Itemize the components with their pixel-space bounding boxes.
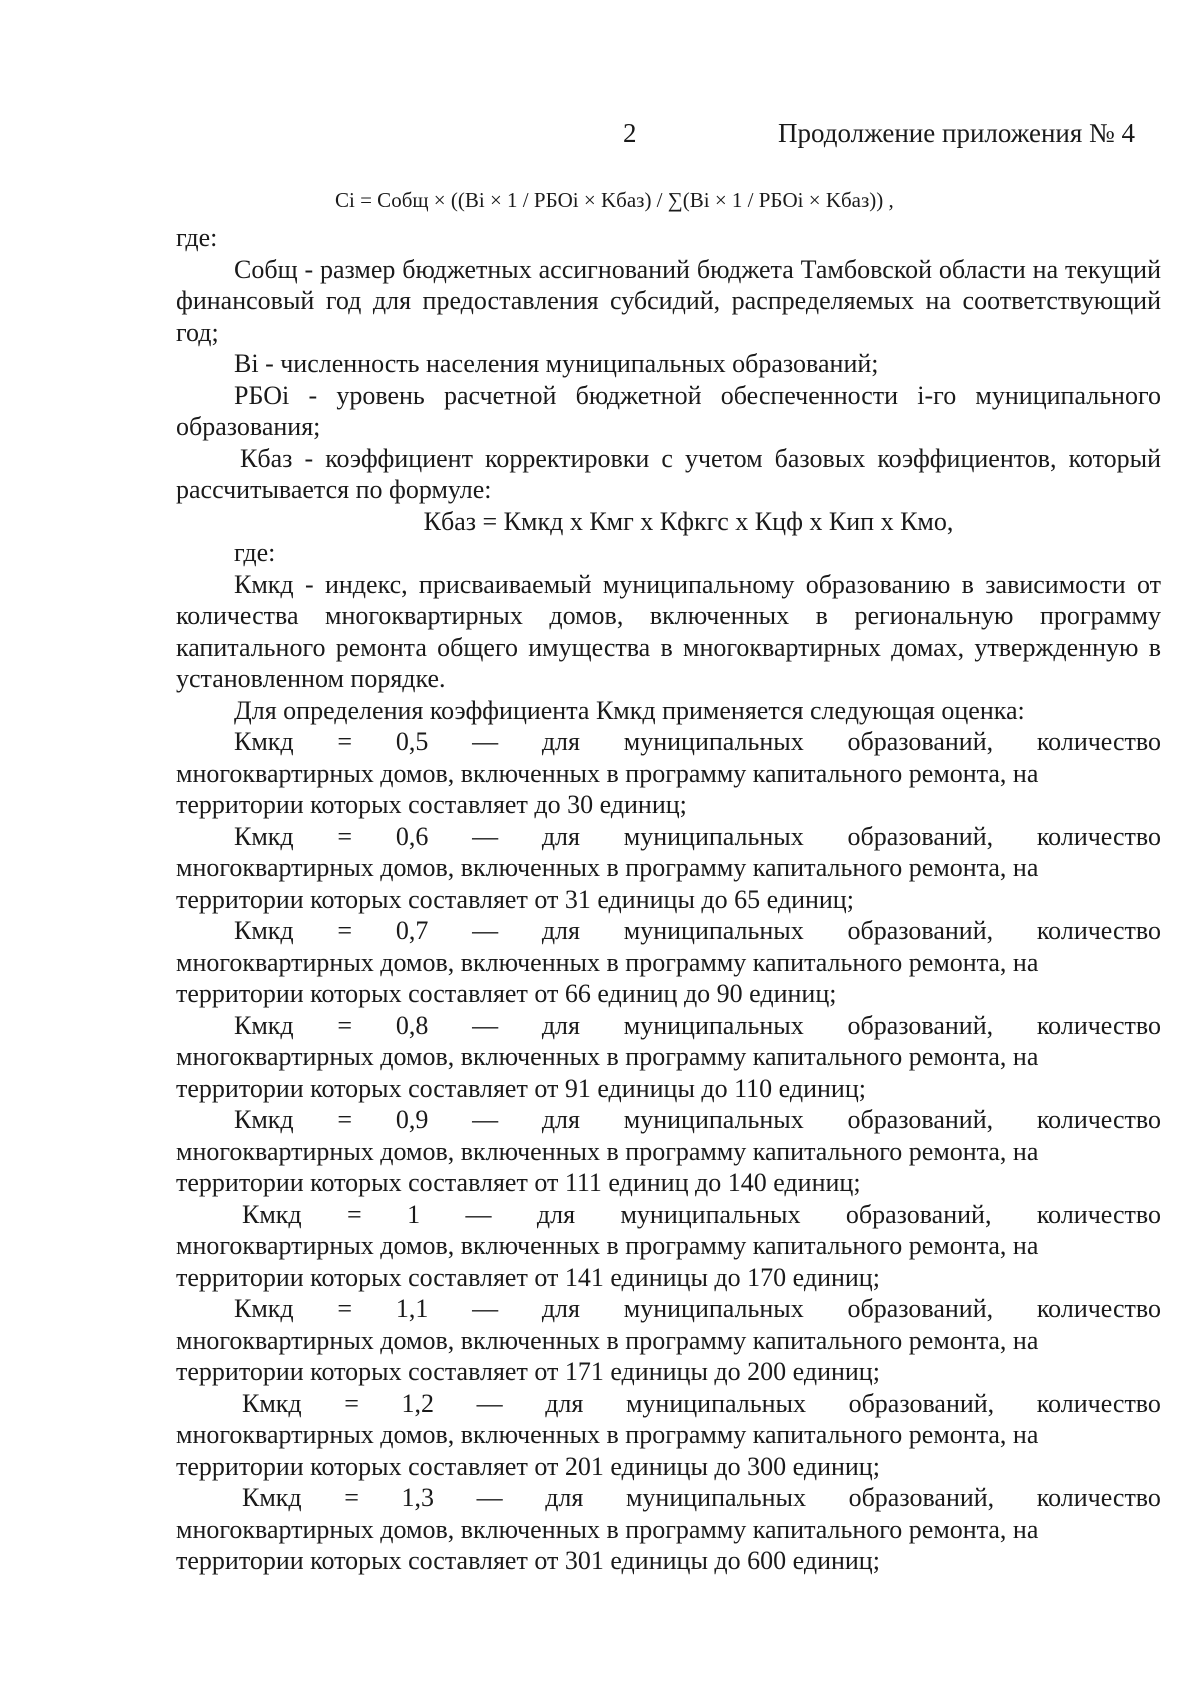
dash: —: [476, 1483, 503, 1512]
kmkd-level-item: [176, 1293, 1161, 1388]
kmkd-level-continuation: многоквартирных домов, включенных в программу капитального ремонта, на: [176, 758, 1039, 788]
kmkd-level-first-line: [176, 726, 1161, 758]
kmkd-level-item: [176, 821, 1161, 916]
kmkd-level-item: [176, 1388, 1161, 1483]
kmkd-level-territory: территории которых составляет от 111 единиц до 140 единиц;: [176, 1168, 861, 1197]
equals-sign: =: [337, 916, 353, 945]
kmkd-coef-label: Кмкд: [242, 1199, 302, 1229]
dash: —: [472, 821, 499, 851]
definition-sobsh: Cобщ - размер бюджетных ассигнований бюджета Тамбовской области на текущий финансовый год для предоставления субсидий, распределяемых на соответствующий год;: [176, 254, 1161, 347]
document-body: [176, 222, 1161, 1577]
kmkd-level-continuation: многоквартирных домов, включенных в программу капитального ремонта, на: [176, 1325, 1039, 1355]
kmkd-coef-label: Кмкд: [234, 1105, 294, 1134]
kmkd-coef-label: Кмкд: [234, 916, 294, 945]
kmkd-level-territory: территории которых составляет до 30 единиц;: [176, 790, 687, 819]
kbaz-formula: Кбаз = Кмкд х Кмг х Кфкгс х Кцф х Кип х Кмо,: [423, 506, 954, 536]
equals-sign: =: [344, 1388, 359, 1418]
word-municipal: муниципальных: [625, 1388, 806, 1418]
kmkd-coef-label: Кмкд: [242, 1388, 302, 1418]
word-for: для: [545, 1483, 584, 1512]
kmkd-levels-list: [176, 726, 1161, 1577]
kmkd-coef-label: Кмкд: [242, 1483, 302, 1512]
word-for: для: [541, 1010, 580, 1040]
word-formations: образований,: [848, 1388, 995, 1418]
word-quantity: количество: [1036, 1483, 1161, 1512]
kmkd-level-territory: территории которых составляет от 31 единицы до 65 единиц;: [176, 884, 854, 914]
kmkd-level-first-line: [176, 1010, 1161, 1042]
kmkd-level-continuation: многоквартирных домов, включенных в программу капитального ремонта, на: [176, 1420, 1039, 1449]
kmkd-level-first-line: [176, 1388, 1161, 1420]
word-quantity: количество: [1036, 1199, 1161, 1229]
word-for: для: [541, 1105, 580, 1134]
kmkd-value: 0,8: [395, 1010, 429, 1040]
word-for: для: [541, 821, 580, 851]
kmkd-value: 1: [407, 1199, 421, 1229]
word-formations: образований,: [847, 1105, 994, 1134]
word-formations: образований,: [848, 1483, 995, 1512]
kmkd-coef-label: Кмкд: [234, 1010, 294, 1040]
kmkd-level-item: [176, 1199, 1161, 1294]
definition-kbaz: Кбаз - коэффициент корректировки с учетом базовых коэффициентов, который рассчитывается по формуле:: [176, 443, 1161, 504]
dash: —: [472, 916, 499, 945]
kmkd-value: 1,2: [401, 1388, 435, 1418]
dash: —: [472, 1105, 499, 1134]
kmkd-level-continuation: многоквартирных домов, включенных в программу капитального ремонта, на: [176, 947, 1039, 977]
kmkd-level-first-line: [176, 1199, 1161, 1231]
word-quantity: количество: [1036, 727, 1161, 756]
kmkd-level-first-line: [176, 915, 1161, 947]
kmkd-level-item: [176, 1104, 1161, 1199]
dash: —: [465, 1199, 492, 1229]
word-quantity: количество: [1036, 916, 1161, 945]
kmkd-value: 0,9: [395, 1105, 429, 1134]
kmkd-level-territory: территории которых составляет от 141 единицы до 170 единиц;: [176, 1262, 880, 1292]
word-municipal: муниципальных: [623, 821, 804, 851]
kmkd-value: 0,5: [395, 727, 429, 756]
kmkd-level-territory: территории которых составляет от 301 единицы до 600 единиц;: [176, 1546, 880, 1575]
word-quantity: количество: [1036, 1388, 1161, 1418]
equals-sign: =: [344, 1483, 359, 1512]
kmkd-value: 0,7: [395, 916, 429, 945]
dash: —: [472, 1294, 499, 1323]
kmkd-value: 1,1: [395, 1294, 429, 1323]
word-municipal: муниципальных: [623, 1294, 804, 1323]
word-formations: образований,: [847, 1010, 994, 1040]
definition-bi: Вi - численность населения муниципальных образований;: [234, 349, 879, 378]
equals-sign: =: [337, 727, 353, 756]
dash: —: [472, 727, 499, 756]
kmkd-level-continuation: многоквартирных домов, включенных в программу капитального ремонта, на: [176, 1514, 1039, 1544]
kmkd-level-continuation: многоквартирных домов, включенных в программу капитального ремонта, на: [176, 853, 1039, 882]
equals-sign: =: [337, 1105, 353, 1134]
definition-kmkd: Кмкд - индекс, присваиваемый муниципальному образованию в зависимости от количества многоквартирных домов, включенных в региональную программу капитального ремонта общего имущества в многоквартирных домах, утвержденную в установленном порядке.: [176, 569, 1161, 693]
kmkd-level-territory: территории которых составляет от 91 единицы до 110 единиц;: [176, 1073, 866, 1103]
appendix-continuation-note: Продолжение приложения № 4: [778, 118, 1136, 148]
word-for: для: [545, 1388, 584, 1418]
where-label-2: где:: [234, 538, 276, 567]
subsidy-formula: Ci = Cобщ × ((Bi × 1 / PБOi × Kбаз) / ∑(Bi × 1 / PБOi × Kбаз)) ,: [335, 188, 894, 212]
kmkd-coef-label: Кмкд: [234, 727, 294, 756]
equals-sign: =: [337, 1294, 353, 1323]
kmkd-level-continuation: многоквартирных домов, включенных в программу капитального ремонта, на: [176, 1231, 1039, 1260]
word-for: для: [541, 1294, 580, 1323]
kmkd-level-item: [176, 1482, 1161, 1577]
word-municipal: муниципальных: [623, 727, 804, 756]
kmkd-value: 1,3: [401, 1483, 435, 1512]
word-formations: образований,: [847, 1294, 994, 1323]
equals-sign: =: [347, 1199, 362, 1229]
kmkd-level-first-line: [176, 1482, 1161, 1514]
kmkd-level-continuation: многоквартирных домов, включенных в программу капитального ремонта, на: [176, 1042, 1039, 1071]
equals-sign: =: [337, 1010, 353, 1040]
word-for: для: [541, 916, 580, 945]
kmkd-value: 0,6: [395, 821, 429, 851]
kmkd-level-continuation: многоквартирных домов, включенных в программу капитального ремонта, на: [176, 1136, 1039, 1166]
dash: —: [472, 1010, 499, 1040]
kmkd-level-first-line: [176, 1104, 1161, 1136]
kmkd-level-first-line: [176, 821, 1161, 853]
equals-sign: =: [337, 821, 353, 851]
assessment-intro: Для определения коэффициента Кмкд применяется следующая оценка:: [234, 695, 1025, 725]
page-number: 2: [623, 118, 637, 148]
kmkd-level-item: [176, 915, 1161, 1010]
word-municipal: муниципальных: [620, 1199, 801, 1229]
dash: —: [476, 1388, 503, 1418]
word-municipal: муниципальных: [623, 1010, 804, 1040]
word-for: для: [536, 1199, 576, 1229]
word-quantity: количество: [1036, 1294, 1161, 1323]
word-quantity: количество: [1036, 1105, 1161, 1134]
kmkd-coef-label: Кмкд: [234, 821, 294, 851]
kmkd-level-first-line: [176, 1293, 1161, 1325]
word-formations: образований,: [845, 1199, 992, 1229]
kmkd-coef-label: Кмкд: [234, 1294, 294, 1323]
word-formations: образований,: [847, 821, 994, 851]
word-quantity: количество: [1036, 1010, 1161, 1040]
kmkd-level-item: [176, 726, 1161, 821]
word-municipal: муниципальных: [623, 916, 804, 945]
word-formations: образований,: [847, 916, 994, 945]
kmkd-level-territory: территории которых составляет от 66 единиц до 90 единиц;: [176, 979, 837, 1008]
word-formations: образований,: [847, 727, 994, 756]
kmkd-level-territory: территории которых составляет от 171 единицы до 200 единиц;: [176, 1357, 880, 1386]
word-municipal: муниципальных: [625, 1483, 806, 1512]
kmkd-level-item: [176, 1010, 1161, 1105]
where-label: где:: [176, 223, 218, 252]
word-quantity: количество: [1036, 821, 1161, 851]
word-municipal: муниципальных: [623, 1105, 804, 1134]
word-for: для: [541, 727, 580, 756]
definition-rboi: РБОi - уровень расчетной бюджетной обеспеченности i-го муниципального образования;: [176, 380, 1161, 441]
kmkd-level-territory: территории которых составляет от 201 единицы до 300 единиц;: [176, 1451, 880, 1481]
